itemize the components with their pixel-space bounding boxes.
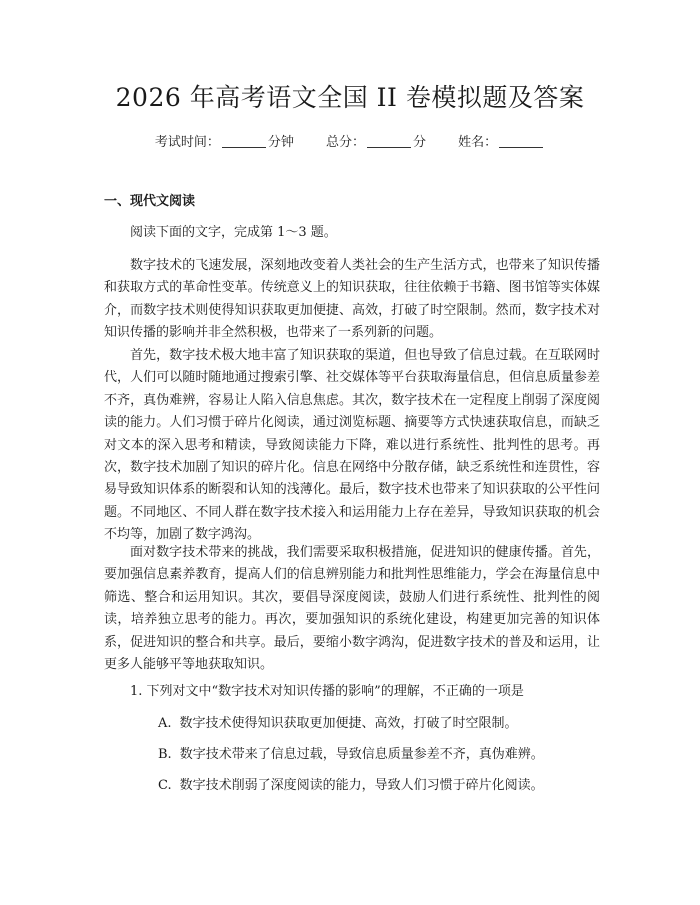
exam-title: 2026 年高考语文全国 II 卷模拟题及答案 xyxy=(115,83,585,112)
passage-paragraph: 面对数字技术带来的挑战，我们需要采取积极措施，促进知识的健康传播。首先，要加强信息素养教育，提高人们的信息辨别能力和批判性思维能力，学会在海量信息中筛选、整合和运用知识。其次，要倡导深度阅读，鼓励人们进行系统性、批判性的阅读，培养独立思考的能力。再次，要加强知识的系统化建设，构建更加完善的知识体系，促进知识的整合和共享。最后，要缩小数字鸿沟，促进数字技术的普及和运用，让更多人能够平等地获取知识。 xyxy=(104,545,600,673)
score-field xyxy=(326,135,430,150)
score-label: 总分： xyxy=(325,135,365,150)
time-field xyxy=(155,135,298,150)
score-unit: 分 xyxy=(413,135,427,150)
name-field xyxy=(458,135,545,150)
option-b xyxy=(158,743,544,762)
question-1: 1. 下列对文中“数字技术对知识传播的影响”的理解，不正确的一项是 xyxy=(130,684,524,699)
option-a xyxy=(158,712,518,731)
option-text: 数字技术带来了信息过载，导致信息质量参差不齐，真伪难辨。 xyxy=(179,747,544,762)
exam-meta xyxy=(0,131,700,150)
option-letter: C. xyxy=(158,778,172,793)
reading-instruction: 阅读下面的文字，完成第 1～3 题。 xyxy=(130,225,337,240)
option-text: 数字技术使得知识获取更加便捷、高效，打破了时空限制。 xyxy=(179,716,518,731)
time-unit: 分钟 xyxy=(267,135,294,150)
passage-paragraph: 首先，数字技术极大地丰富了知识获取的渠道，但也导致了信息过载。在互联网时代，人们可以随时随地通过搜索引擎、社交媒体等平台获取海量信息，但信息质量参差不齐，真伪难辨，容易让人陷入信息焦虑。其次，数字技术在一定程度上削弱了深度阅读的能力。人们习惯于碎片化阅读，通过浏览标题、摘要等方式快速获取信息，而缺乏对文本的深入思考和精读，导致阅读能力下降，难以进行系统性、批判性的思考。再次，数字技术加剧了知识的碎片化。信息在网络中分散存储，缺乏系统性和连贯性，容易导致知识体系的断裂和认知的浅薄化。最后，数字技术也带来了知识获取的公平性问题。不同地区、不同人群在数字技术接入和运用能力上存在差异，导致知识获取的机会不均等，加剧了数字鸿沟。 xyxy=(104,348,600,543)
score-blank xyxy=(367,135,411,148)
section-heading: 一、现代文阅读 xyxy=(104,194,196,209)
passage-paragraph: 数字技术的飞速发展，深刻地改变着人类社会的生产生活方式，也带来了知识传播和获取方式的革命性变革。传统意义上的知识获取，往往依赖于书籍、图书馆等实体媒介，而数字技术则使得知识获取更加便捷、高效，打破了时空限制。然而，数字技术对知识传播的影响并非全然积极，也带来了一系列新的问题。 xyxy=(104,258,600,341)
time-label: 考试时间： xyxy=(154,135,220,150)
time-blank xyxy=(222,135,266,148)
option-letter: B. xyxy=(158,747,172,762)
option-letter: A. xyxy=(158,716,172,731)
option-c xyxy=(158,774,544,793)
option-text: 数字技术削弱了深度阅读的能力，导致人们习惯于碎片化阅读。 xyxy=(179,778,544,793)
name-blank xyxy=(499,135,543,148)
name-label: 姓名： xyxy=(458,135,498,150)
